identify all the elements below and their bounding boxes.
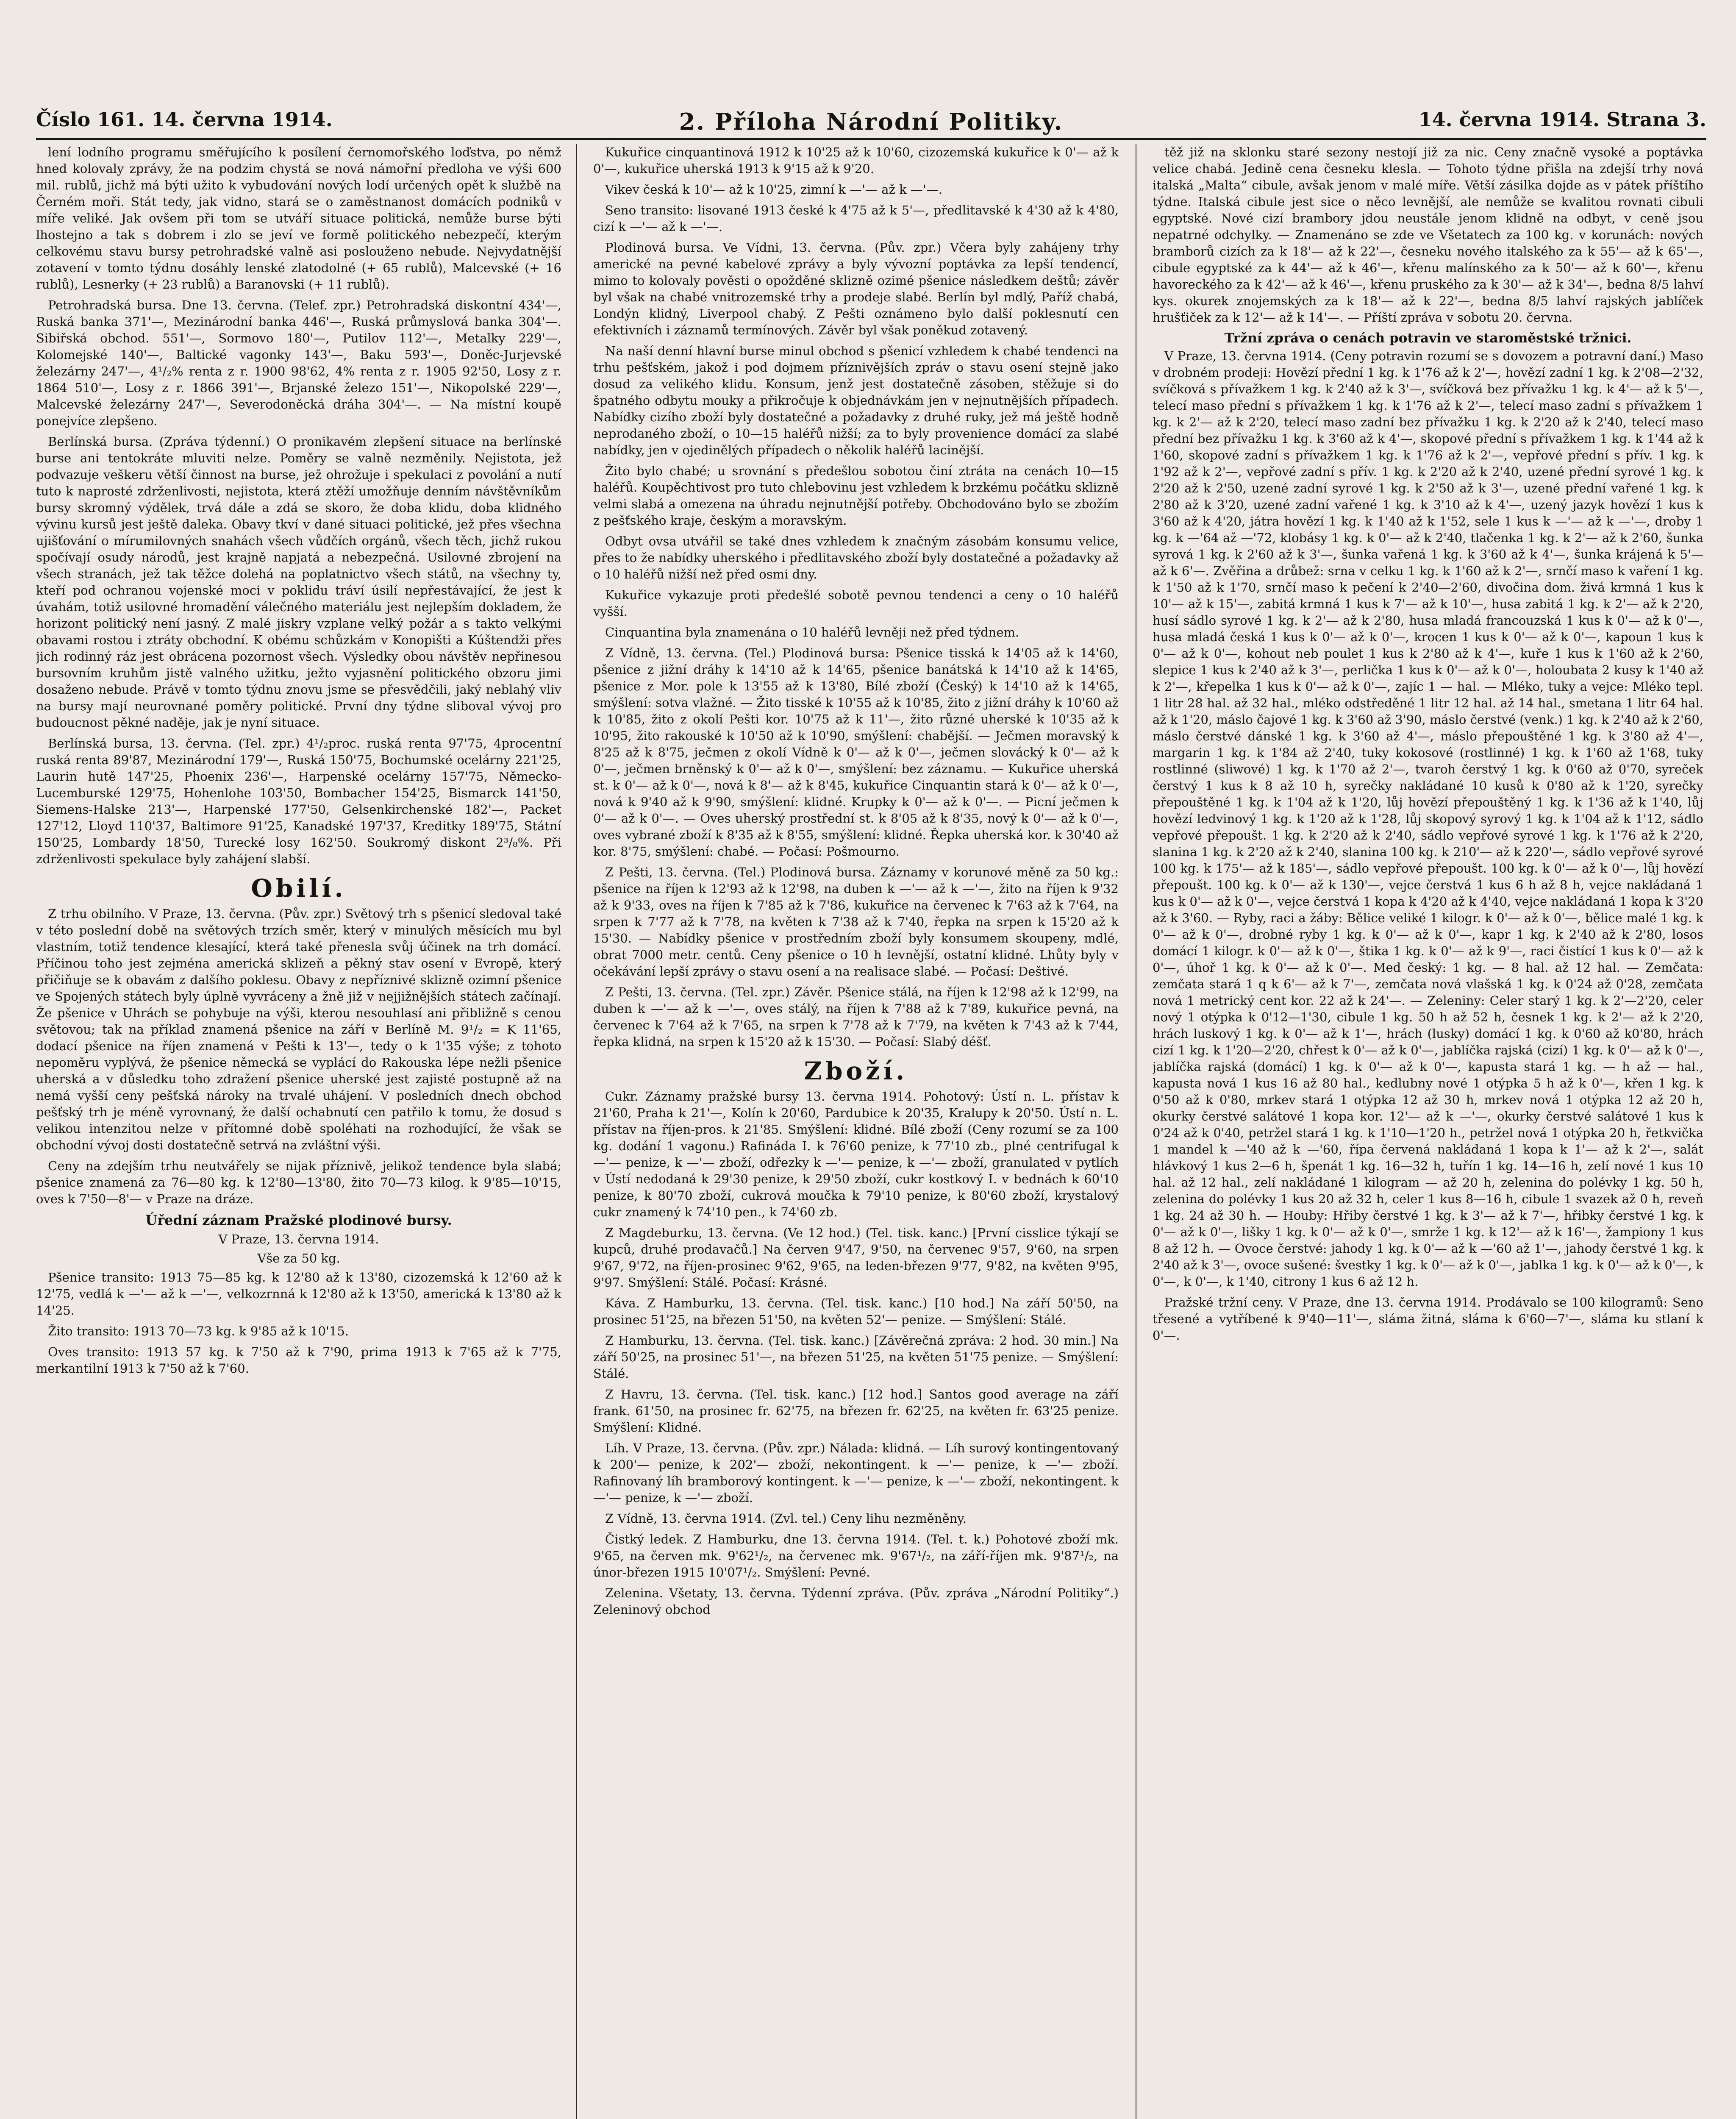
- market-prices-list: V Praze, 13. června 1914. (Ceny potravin rozumí se s dovozem a potravní daní.) Maso v drobném prodeji: Hovězí přední 1 kg. k 1'76 až k 2'—, hovězí zadní 1 kg. k 2'08—2'32, svíčková s přívažkem 1 kg. k 2'40 až k 3'—, svíčková bez přívažku 1 kg. k 4'— až k 5'—, telecí maso přední s přívažkem 1 kg. k 1'76 až k 2'—, telecí maso zadní s přívažkem 1 kg. k 2'— až k 2'20, telecí maso zadní bez přívažku 1 kg. k 2'20 až k 2'40, telecí maso přední bez přívažku 1 kg. k 3'60 až k 4'—, skopové přední s přívažkem 1 kg. k 1'44 až k 1'60, skopové zadní s přívažkem 1 kg. k 1'76 až k 2'—, vepřové přední s přív. 1 kg. k 1'92 až k 2'—, vepřové zadní s přív. 1 kg. k 2'20 až k 2'40, uzené přední syrové 1 kg. k 2'20 až k 2'50, uzené zadní syrové 1 kg. k 2'50 až k 3'—, uzené přední vařené 1 kg. k 2'80 až k 3'20, uzené zadní vařené 1 kg. k 3'10 až k 4'—, uzený jazyk hovězí 1 kus k 3'60 až k 4'20, játra hovězí 1 kg. k 1'40 až k 1'52, sele 1 kus k —'— až k —'—, droby 1 kg. k —'64 až —'72, klobásy 1 kg. k 0'— až k 2'40, tlačenka 1 kg. k 2'— až k 2'60, šunka syrová 1 kg. k 2'60 až k 3'—, šunka vařená 1 kg. k 3'60 až k 4'—, šunka krájená k 5'— až k 6'—. Zvěřina a drůbež: srna v celku 1 kg. k 1'60 až k 2'—, srnčí maso k vaření 1 kg. k 1'50 až k 1'70, srnčí maso k pečení k 2'40—2'60, divočina dom. živá krmná 1 kus k 10'— až k 15'—, zabitá krmná 1 kus k 7'— až k 10'—, husa zabitá 1 kg. k 2'— až k 2'20, husí sádlo syrové 1 kg. k 2'— až k 2'80, husa mladá francouzská 1 kus k 0'— až k 0'—, husa mladá česká 1 kus k 0'— až k 0'—, krocen 1 kus k 0'— až k 0'—, kapoun 1 kus k 0'— až k 0'—, kohout neb poulet 1 kus k 2'80 až k 4'—, kuře 1 kus k 1'60 až k 2'60, slepice 1 kus k 2'40 až k 3'—, perlička 1 kus k 0'— až k 0'—, holoubata 2 kusy k 1'40 až k 2'—, křepelka 1 kus k 0'— až k 0'—, zajíc 1 — hal. — Mléko, tuky a vejce: Mléko tepl. 1 litr 28 hal. až 32 hal., mléko odstředěné 1 litr 12 hal. až 14 hal., smetana 1 litr 64 hal. až k 1'20, máslo čajové 1 kg. k 3'60 až 3'90, máslo čerstvé (venk.) 1 kg. k 2'40 až k 2'60, máslo čerstvé dánské 1 kg. k 3'60 až 4'—, máslo přepouštěné 1 kg. k 3'80 až 4'—, margarin 1 kg. k 1'84 až 2'40, tuky kokosové (rostlinné) 1 kg. k 1'60 až 1'68, tuky rostlinné (sliwové) 1 kg. k 1'70 až 2'—, tvaroh čerstvý 1 kg. k 0'60 až 0'70, syreček čerstvý 1 kus k 8 až 10 h, syrečky nakládané 10 kusů k 0'80 až k 1'20, syrečky přepouštěné 1 kg. k 1'04 až k 1'20, lůj hovězí přepouštěný 1 kg. k 1'36 až k 1'40, lůj hovězí ledvinový 1 kg. k 1'20 až k 1'28, lůj skopový syrový 1 kg. k 1'04 až k 1'12, sádlo vepřové přepoušt. 1 kg. k 2'20 až k 2'40, sádlo vepřové syrové 1 kg. k 1'76 až k 2'20, slanina 1 kg. k 2'20 až k 2'40, slanina 100 kg. k 210'— až k 220'—, sádlo vepřové syrové 100 kg. k 175'— až k 185'—, sádlo vepřové přepoušt. 100 kg. k 0'— až k 0'—, lůj hovězí přepoušt. 100 kg. k 0'— až k 130'—, vejce čerstvá 1 kus 6 h až 8 h, vejce nakládaná 1 kus k 0'— až k 0'—, vejce čerstvá 1 kopa k 4'20 až k 4'40, vejce nakládaná 1 kopa k 3'20 až k 3'60. — Ryby, raci a žáby: Bělice veliké 1 kilogr. k 0'— až k 0'—, bělice malé 1 kg. k 0'— až k 0'—, drobné ryby 1 kg. k 0'— až k 0'—, kapr 1 kg. k 2'40 až k 2'80, losos domácí 1 kilogr. k 0'— až k 0'—, štika 1 kg. k 0'— až k 9'—, raci čistící 1 kus k 0'— až k 0'—, úhoř 1 kg. k 0'— až k 0'—. Med český: 1 kg. — 8 hal. až 12 hal. — Zemčata: zemčata stará 1 q k 6'— až k 7'—, zemčata nová vlašská 1 kg. k 0'24 až 0'28, zemčata nová 1 metrický cent kor. 22 až k 24'—. — Zeleniny: Celer starý 1 kg. k 2'—2'20, celer nový 1 otýpka k 0'12—1'30, cibule 1 kg. 50 h až 52 h, česnek 1 kg. k 2'— až k 2'20, hrách luskový 1 kg. k 0'— až k 1'—, hrách (lusky) domácí 1 kg. k 0'60 až k0'80, hrách cizí 1 kg. k 1'20—2'20, chřest k 0'— až k 0'—, jablíčka rajská (cizí) 1 kg. k 0'— až k 0'—, jablíčka rajská (domácí) 1 kg. k 0'— až k 0'—, kapusta stará 1 kg. — h až — hal., kapusta nová 1 kus 16 až 80 hal., kedlubny nové 1 otýpka 5 h až k 0'—, křen 1 kg. k 0'50 až k 0'80, mrkev stará 1 otýpka 12 až 30 h, mrkev nová 1 otýpka 12 až 20 h, okurky čerstvé salátové 1 kopa kor. 12'— až k —'—, okurky čerstvé salátové 1 kus k 0'24 až k 0'40, petržel stará 1 kg. k 1'10—1'20 h., petržel nová 1 otýpka 20 h, řetkvička 1 mandel k —'40 až k —'60, řípa červená nakládaná 1 kopa k 1'— až k 2'—, salát hlávkový 1 kus 2—6 h, špenát 1 kg. 16—32 h, tuřín 1 kg. 14—16 h, zelí nové 1 kus 10 hal. až 12 hal., zelí nakládané 1 kilogram — až 20 h, zelenina do polévky 1 kg. 50 h, zelenina do polévky 1 kus 20 až 32 h, celer 1 kus 8—16 h, cibule 1 svazek až 0 h, reveň 1 kg. 24 až 30 h. — Houby: Hřiby čerstvé 1 kg. k 3'— až k 7'—, hřibky čerstvé 1 kg. k 0'— až k 0'—, lišky 1 kg. k 0'— až k 0'—, smrže 1 kg. k 12'— až k 16'—, žampiony 1 kus 8 až 12 h. — Ovoce čerstvé: jahody 1 kg. k 0'— až k —'60 až 1'—, jahody čerstvé 1 kg. k 2'40 až k 3'—, ovoce sušené: švestky 1 kg. k 0'— až k 0'—, jablka 1 kg. k 0'— až k 0'—, k 0'—, k 0'—, k 1'40, citrony 1 kus 6 až 12 h.: [1153, 349, 1703, 1289]
- vetch-quotes: Vikev česká k 10'— až k 10'25, zimní k —'— až k —'—.: [605, 182, 943, 197]
- vienna-quotes: Z Vídně, 13. června. (Tel.) Plodinová bursa: Pšenice tisská k 14'05 až k 14'60, pšenice z jižní dráhy k 14'10 až k 14'65, pšenice banátská k 14'10 až k 14'65, pšenice z Mor. pole k 13'55 až k 13'80, Bílé zboží (Český) k 14'10 až k 14'65, smýšlení: sotva vlažné. — Žito tisské k 10'55 až k 10'85, žito z jižní dráhy k 10'60 až k 10'85, žito z okolí Pešti kor. 10'75 až k 11'—, žito různé uherské k 10'35 až k 10'95, žito rakouské k 10'50 až k 10'90, smýšlení: chabější. — Ječmen moravský k 8'25 až k 8'75, ječmen z okolí Vídně k 0'— až k 0'—, ječmen slovácký k 0'— až k 0'—, ječmen brněnský k 0'— až k 0'—, smýšlení: bez záznamu. — Kukuřice uherská st. k 0'— až k 0'—, nová k 8'— až k 8'45, kukuřice Cinquantin stará k 0'— až k 0'—, nová k 9'40 až k 9'90, smýšlení: klidné. Krupky k 0'— až k 0'—. — Picní ječmen k 0'— až k 0'—. — Oves uherský prostřední st. k 8'05 až k 8'35, nový k 0'— až k 0'—, oves vybrané zboží k 8'35 až k 8'55, smýšlení: klidné. Řepka uherská kor. k 30'40 až kor. 8'75, smýšlení: chabé. — Počasí: Pošmourno.: [593, 646, 1119, 859]
- section-heading-zbozi: Zboží.: [804, 1057, 908, 1085]
- date-page-number: 14. června 1914. Strana 3.: [1418, 108, 1706, 131]
- rye-quotes: Žito transito: 1913 70—73 kg. k 9'85 až k 10'15.: [48, 1324, 349, 1338]
- column-rule: [576, 144, 577, 2119]
- pest-closing-quotes: Z Pešti, 13. června. (Tel. zpr.) Závěr. Pšenice stálá, na říjen k 12'98 až k 12'99, na duben k —'— až k —'—, oves stálý, na říjen k 7'88 až k 7'89, kukuřice pevná, na červenec k 7'64 až k 7'65, na srpen k 7'78 až k 7'79, na květen k 7'43 až k 7'44, řepka klidná, na srpen k 15'20 až k 15'30. — Počasí: Slabý déšť.: [593, 985, 1119, 1049]
- sugar-report: Cukr. Záznamy pražské bursy 13. června 1914. Pohotový: Ústí n. L. přístav k 21'60, Praha k 21'—, Kolín k 20'60, Pardubice k 20'35, Kralupy k 20'50. Ústí n. L. přístav na říjen-pros. k 21'85. Smýšlení: klidné. Bílé zboží (Ceny rozumí se za 100 kg. dodání 1 vagonu.) Rafináda I. k 76'60 penize, k 77'10 zb., plné centrifugal k —'— penize, k —'— zboží, odřezky k —'— penize, k —'— zboží, granulated v pytlích v Ústí nedodaná k 29'30 penize, k 29'50 zboží, cukr kostkový I. v bednách k 60'10 penize, k 80'70 zboží, cukrová moučka k 79'10 penize, k 80'60 zboží, krystalový cukr znamený k 74'10 pen., k 74'60 zb.: [593, 1089, 1119, 1219]
- prague-market-prices: Pražské tržní ceny. V Praze, dne 13. června 1914. Prodávalo se 100 kilogramů: Seno třesené a vytříbené k 9'40—11'—, sláma žitná, sláma k 6'60—7'—, sláma ku stlaní k 0'—.: [1153, 1295, 1703, 1343]
- dateline: V Praze, 13. června 1914.: [218, 1232, 379, 1246]
- cinquantina-report: Cinquantina byla znamenána o 10 haléřů levněji než před týdnem.: [605, 625, 1019, 640]
- page-header: [36, 100, 1706, 140]
- spirits-report: Líh. V Praze, 13. června. (Pův. zpr.) Nálada: klidná. — Líh surový kontingentovaný k 200'— penize, k 202'— zboží, nekontingent. k —'— penize, k —'— zboží. Rafinovaný líh bramborový kontingent. k —'— penize, k —'— zboží, nekontingent. k —'— penize, k —'— zboží.: [593, 1441, 1119, 1505]
- berlin-bourse-quotes: Berlínská bursa, 13. června. (Tel. zpr.) 4¹/₂proc. ruská renta 97'75, 4procentní ruská renta 89'87, Mezinárodní 179'—, Ruská 150'75, Bochumské ocelárny 221'25, Laurin hutě 147'25, Phoenix 236'—, Harpenské ocelárny 157'75, Německo-Lucemburské 129'75, Hohenlohe 103'50, Bombacher 154'25, Bismarck 141'50, Siemens-Halske 213'—, Harpenské 177'50, Gelsenkirchenské 182'—, Packet 127'12, Lloyd 110'37, Baltimore 91'25, Kanadské 197'37, Kreditky 189'75, Státní 150'25, Lombardy 18'50, Turecké losy 162'50. Soukromý diskont 2³/₈%. Při zdrženlivosti spekulace byly zahájení slabší.: [36, 736, 561, 866]
- issue-number-date: Číslo 161. 14. června 1914.: [36, 108, 333, 131]
- grain-market-report: Z trhu obilního. V Praze, 13. června. (Pův. zpr.) Světový trh s pšenicí sledoval také v této poslední době na světových trzích směr, který v minulých měsících mu byl vlastním, totiž tendence klesající, která také přenesla svůj účinek na trh domácí. Příčinou toho jest zejména americká sklizeň a pěkný stav osení v Evropě, který přičiňuje se k obavám z dalšího poklesu. Obavy z nepříznivé sklizně ozimní pšenice ve Spojených státech byly úplně vyvráceny a žně již v nejjižnějších státech začínají. Že pšenice v Uhrách se pohybuje na výši, kterou nesouhlasí ani přibližně s cenou světovou; tak na příklad znamená pšenice na září v Berlíně M. 9¹/₂ = K 11'65, dodací pšenice na říjen znamená v Pešti k 13'—, tedy o k 1'35 výše; z tohoto nepoměru vyplývá, že pšenice německá se vyplácí do Rakouska lépe nežli pšenice uherská a v důsledku toho zdražení pšenice uherské jest zajisté postupně až na nemá vyšší ceny pešťská nároky na trvalé uhájení. V posledních dnech obchod pešťský trh je méně vyrovnaný, že další ochabnutí cen patřilo k tomu, že dosud s velikou intenzitou nelze v přítomné době spoléhati na rozhodující, že však se obchodní vývoj dosti dostatečně setrvá na zvláštní výši.: [36, 907, 561, 1152]
- vienna-spirits-report: Z Vídně, 13. června 1914. (Zvl. tel.) Ceny lihu nezměněny.: [605, 1511, 967, 1526]
- coffee-report: Káva. Z Hamburku, 13. června. (Tel. tisk. kanc.) [10 hod.] Na září 50'50, na prosinec 51'25, na březen 51'50, na květen 52'— penize. — Smýšlení: Stálé.: [593, 1296, 1119, 1327]
- saltpeter-report: Čistký ledek. Z Hamburku, dne 13. června 1914. (Tel. t. k.) Pohotové zboží mk. 9'65, na červen mk. 9'62¹/₂, na červenec mk. 9'67¹/₂, na září-říjen mk. 9'87¹/₂, na únor-březen 1915 10'07¹/₂. Smýšlení: Pevné.: [593, 1532, 1119, 1580]
- column-2: [593, 144, 1119, 2119]
- havre-report: Z Havru, 13. června. (Tel. tisk. kanc.) [12 hod.] Santos good average na září frank. 61'50, na prosinec fr. 62'75, na březen fr. 62'25, na květen fr. 63'25 penize. Smýšlení: Klidné.: [593, 1387, 1119, 1435]
- market-prices-heading: Tržní zpráva o cenách potravin ve staroměstské tržnici.: [1224, 331, 1632, 346]
- petrograd-bourse-report: Petrohradská bursa. Dne 13. června. (Telef. zpr.) Petrohradská diskontní 434'—, Ruská banka 371'—, Mezinárodní banka 446'—, Ruská průmyslová banka 304'—. Sibiřská obchod. 551'—, Sormovo 180'—, Putilov 112'—, Metalky 229'—, Kolomejské 140'—, Baltické vagonky 143'—, Baku 593'—, Doněc-Jurjevské železárny 247'—, 4¹/₂% renta z r. 1900 98'62, 4% renta z r. 1905 92'50, Losy z r. 1864 510'—, Losy z r. 1866 391'—, Brjanské železo 151'—, Nikopolské 229'—, Malcevské železárny 247'—, Severodoněcká dráha 304'—. — Na místní koupě ponejvíce zlepšeno.: [36, 298, 561, 428]
- column-1: [36, 144, 561, 2119]
- oats-trade-report: Odbyt ovsa utvářil se také dnes vzhledem k značným zásobám konsumu velice, přes to že nabídky uherského i předlitavského zboží byly dostatečné a požadavky až o 10 haléřů nižší než před osmi dny.: [593, 534, 1119, 581]
- vienna-produce-bourse: Plodinová bursa. Ve Vídni, 13. června. (Pův. zpr.) Včera byly zahájeny trhy americké na pevné kabelové zprávy a byly vývozní poptávka za lepší tendencí, mimo to kolovaly pověsti o opožděné sklizně ozimé pšenice následkem deštů; závěr byl však na chabé vnitrozemské trhy a prodeje slabé. Berlín byl mdlý, Paříž chabá, Londýn klidný, Liverpool chabý. Z Pešti oznámeno bylo další poklesnutí cen efektivních i záznamů termínových. Závěr byl však poněkud zotavený.: [593, 240, 1119, 337]
- section-heading-obili: Obilí.: [251, 874, 347, 903]
- official-record-heading: Úřední záznam Pražské plodinové bursy.: [145, 1212, 452, 1228]
- hay-quotes: Seno transito: lisované 1913 české k 4'75 až k 5'—, předlitavské k 4'30 až k 4'80, cizí k —'— až k —'—.: [593, 203, 1119, 234]
- supplement-title: 2. Příloha Národní Politiky.: [679, 108, 1064, 135]
- hamburg-closing-report: Z Hamburku, 13. června. (Tel. tisk. kanc.) [Závěrečná zpráva: 2 hod. 30 min.] Na září 50'25, na prosinec 51'—, na březen 51'25, na květen 51'75 penize. — Smýšlení: Stálé.: [593, 1333, 1119, 1381]
- oats-quotes: Oves transito: 1913 57 kg. k 7'50 až k 7'90, prima 1913 k 7'65 až k 7'75, merkantilní 1913 k 7'50 až k 7'60.: [36, 1345, 561, 1376]
- magdeburg-report: Z Magdeburku, 13. června. (Ve 12 hod.) (Tel. tisk. kanc.) [První cisslice týkají se kupců, druhé prodavačů.] Na červen 9'47, 9'50, na červenec 9'57, 9'60, na srpen 9'67, 9'72, na říjen-prosinec 9'62, 9'65, na leden-březen 9'77, 9'82, na květen 9'95, 9'97. Smýšlení: Stálé. Počasí: Krásné.: [593, 1226, 1119, 1290]
- column-3: [1153, 144, 1703, 2119]
- wheat-quotes: Pšenice transito: 1913 75—85 kg. k 12'80 až k 13'80, cizozemská k 12'60 až k 12'75, vedlá k —'— až k —'—, velkozrnná k 12'80 až k 13'50, americká k 13'80 až k 14'25.: [36, 1270, 561, 1318]
- rye-trade-report: Žito bylo chabé; u srovnání s předešlou sobotou činí ztráta na cenách 10—15 haléřů. Koupěchtivost pro tuto chlebovinu jest vzhledem k brzkému počátku sklizně velmi slabá a omezena na úhradu nejnutnější potřeby. Obchodováno bylo se zbožím z pešťského kraje, českým a moravským.: [593, 464, 1119, 528]
- unit-note: Vše za 50 kg.: [257, 1251, 340, 1265]
- vegetables-report: Zelenina. Všetaty, 13. června. Týdenní zpráva. (Pův. zpráva „Národní Politiky“.) Zeleninový obchod: [593, 1586, 1119, 1617]
- corn-trade-report: Kukuřice vykazuje proti předešlé sobotě pevnou tendenci a ceny o 10 haléřů vyšší.: [593, 588, 1119, 619]
- berlin-bourse-weekly: Berlínská bursa. (Zpráva týdenní.) O pronikavém zlepšení situace na berlínské burse ani tentokráte mluviti nelze. Poměry se valně nezměnily. Nejistota, jež podvazuje veškeru větší činnost na burse, jež ohrožuje i spekulaci z povolání a nutí tuto k naprosté zdrženlivosti, nejistota, která ztěží umožňuje denním návštěvníkům bursy skromný výdělek, trvá dále a zdá se skoro, že doba klidu, doba klidného vývinu kursů jest ještě daleka. Obavy tkví v dané situaci politické, jež přes všechna ujišťování o mírumilovných snahách všech vůdčích orgánů, všech těch, jichž rukou spočívají osudy národů, jest krajně napjatá a nebezpečná. Usilovné zbrojení na všech stranách, jež tak těžce dolehá na poplatnictvo všech států, na všechny ty, kteří pod ochranou vojenské moci v poklidu tráví úsilí nepřestávající, že jest k úvahám, totiž usilovné hromadění válečného materiálu jest nejlepším dokladem, že horizont politický není jasný. Z malé jiskry vzplane velký požár a s takto velkými obavami rostou i ztráty obchodní. K obému schůzkám v Konopišti a Kúštendži přes jich rodinný ráz jest obrácena pozornost všech. Výsledky obou návštěv nepřinesou bursovním kruhům jistě valného užitku, ježto vyjasnění politického obzoru jimi dosaženo nebude. Právě v tomto týdnu znovu jsme se přesvědčili, jaký neblahý vliv na bursy mají neurovnané poměry politické. První dny týdne sliboval vývoj pro budoucnost pěkné naděje, jak je nyní situace.: [36, 434, 561, 730]
- wheat-trade-report: Na naší denní hlavní burse minul obchod s pšenicí vzhledem k chabé tendenci na trhu pešťském, jakož i pod dojmem příznivějších zpráv o stavu osení stejně jako dosud za velikého klidu. Konsum, jenž jest dostatečně zásoben, stěžuje si do špatného odbytu mouky a přikročuje k objednávkám jen v nejnutnějších případech. Nabídky cizího zboží byly dostatečné a požadavky z druhé ruky, jež má ještě hodně neprodaného zboží, o 10—15 haléřů nižší; za to byly provenience domácí za slabé nabídky, jen v ojedinělých případech o několik haléřů lacinější.: [593, 344, 1119, 457]
- grain-market-prices: Ceny na zdejším trhu neutvářely se nijak příznivě, jelikož tendence byla slabá; pšenice znamená za 76—80 kg. k 12'80—13'80, žito 70—73 kilog. k 9'85—10'15, oves k 7'50—8'— v Praze na dráze.: [36, 1159, 561, 1206]
- pest-quotes: Z Pešti, 13. června. (Tel.) Plodinová bursa. Záznamy v korunové měně za 50 kg.: pšenice na říjen k 12'93 až k 12'98, na duben k —'— až k —'—, žito na říjen k 9'32 až k 9'33, oves na říjen k 7'85 až k 7'86, kukuřice na červenec k 7'63 až k 7'64, na srpen k 7'77 až k 7'78, na květen k 7'38 až k 7'40, řepka na srpen k 15'20 až k 15'30. — Nabídky pšenice v prostředním zboží byly konsumem skoupeny, mdlé, obrat 7000 metr. centů. Ceny pšenice o 10 h levnější, ostatní klidné. Lhůty byly v očekávání lepší zprávy o stavu osení a na realisace slabé. — Počasí: Deštivé.: [593, 865, 1119, 979]
- corn-quotes: Kukuřice cinquantinová 1912 k 10'25 až k 10'60, cizozemská kukuřice k 0'— až k 0'—, kukuřice uherská 1913 k 9'15 až k 9'20.: [593, 145, 1119, 176]
- vegetables-report-continued: těž již na sklonku staré sezony nestojí již za nic. Ceny značně vysoké a poptávka velice chabá. Jedině cena česneku klesla. — Tohoto týdne přišla na zdejší trhy nová italská „Malta“ cibule, avšak jenom v malé míře. Větší zásilka dojde as v pátek příštího týdne. Italská cibule jest sice o něco levnější, ale nemůže se kvalitou rovnati cibuli egyptské. Nové cizí brambory jdou neustále jenom klidně na odbyt, v ceně jsou nepatrné odchylky. — Znamenáno se zde ve Všetatech za 100 kg. v korunách: nových bramborů cizích za k 18'— až k 22'—, česneku nového italského za k 55'— až k 65'—, cibule egyptské za k 44'— až k 46'—, křenu malínského za k 50'— až k 60'—, křenu havoreckého za k 42'— až k 46'—, křenu pruského za k 30'— až k 34'—, bedna 8/5 lahví kys. okurek znojemských za k 18'— až k 22'—, bedna 8/5 lahví rajských jablíček hrušťiček za k 12'— až k 14'—. — Příští zpráva v sobotu 20. června.: [1153, 145, 1703, 325]
- article-paragraph: lení lodního programu směřujícího k posílení černomořského loďstva, po němž hned kolovaly zprávy, že na podzim chystá se nová námořní předloha ve výši 600 mil. rublů, jichž má býti užito k vybudování nových lodí určených opět k službě na Černém moři. Stát tedy, jak vidno, stará se o zaměstnanost domácích podniků v míře veliké. Jak ovšem při tom se utváří situace politická, nemůže burse býti lhostejno a tak s dobrem i zlo se jeví ve formě politického nebezpečí, kterým celkovému stavu bursy petrohradské valně asi poslouženo nebude. Nejvydatnější zotavení v tomto týdnu dosáhly lenské zlatodolné (+ 65 rublů), Malcevské (+ 16 rublů), Lesnerky (+ 23 rublů) a Baranovski (+ 11 rublů).: [36, 145, 561, 292]
